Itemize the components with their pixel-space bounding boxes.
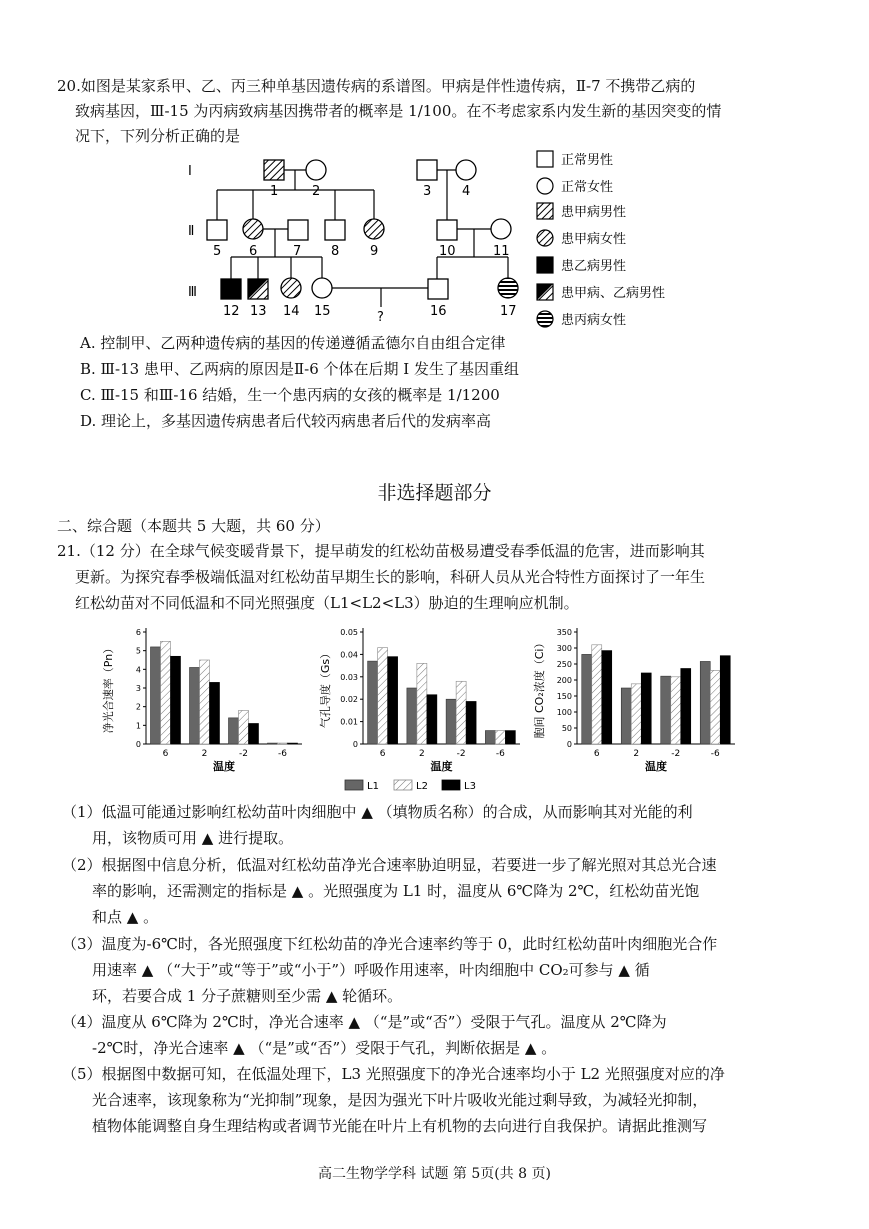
legend-normal-male-label: 正常男性: [561, 153, 614, 168]
q21-question-5-line-1: （5）根据图中数据可知，在低温处理下，L3 光照强度下的净光合速率均小于 L2 光照强度对应的净: [62, 1065, 725, 1083]
chart3-ytick-label: 200: [556, 676, 572, 685]
individual-1-affected-a-male: [264, 160, 284, 180]
individual-4-normal-female: [456, 160, 476, 180]
chart2-ytick-label: 0.03: [340, 672, 358, 682]
id-11: 11: [493, 244, 510, 259]
chart1-ytick-label: 4: [135, 665, 141, 675]
chart3-bar-L3--6: [720, 656, 730, 744]
chart1-ytick-label: 5: [135, 646, 141, 656]
chart3-bar-L1--6: [700, 661, 710, 744]
chart3-xtick-label: -2: [671, 749, 681, 759]
id-6: 6: [249, 244, 258, 259]
id-9: 9: [370, 244, 379, 259]
chart2-y-title: 气孔导度（Gs）: [319, 647, 332, 729]
legend-b-male-label: 患乙病男性: [561, 259, 627, 274]
chart1-ytick-label: 1: [135, 721, 141, 731]
q20-option-d: D. 理论上，多基因遗传病患者后代较丙病患者后代的发病率高: [80, 412, 492, 430]
chart2-x-title: 温度: [430, 760, 453, 773]
chart2-xtick-label: 2: [419, 749, 425, 759]
chart1-bar-L3-2: [210, 682, 220, 744]
chart1-bar-L2-2: [200, 660, 210, 744]
chart1-bar-L1-6: [151, 647, 161, 744]
id-16: 16: [430, 304, 447, 319]
chart3-ytick-label: 350: [556, 628, 572, 637]
q20-stem-line-3: 况下，下列分析正确的是: [75, 127, 241, 145]
legend-label-L1: L1: [367, 781, 379, 792]
chart1-xtick-label: 2: [201, 749, 208, 759]
chart2-xtick-label: -2: [456, 749, 466, 759]
chart2-bar-L3--2: [466, 701, 476, 744]
q21-question-3-line-3: 环，若要合成 1 分子蔗糖则至少需 ▲ 轮循环。: [92, 987, 403, 1005]
chart3-ytick-label: 100: [556, 708, 572, 717]
q21-question-1-line-1: （1）低温可能通过影响红松幼苗叶肉细胞中 ▲ （填物质名称）的合成，从而影响其对光能的利: [62, 803, 693, 821]
individual-11-normal-female: [491, 219, 511, 239]
legend-a-female-label: 患甲病女性: [561, 232, 627, 247]
q21-question-3-line-2: 用速率 ▲ （“大于”或“等于”或“小于”）呼吸作用速率，叶肉细胞中 CO₂可参与 ▲ 循: [92, 961, 650, 979]
id-15: 15: [314, 304, 331, 319]
legend-swatch-L3: [442, 780, 460, 790]
chart2-bar-L3-2: [427, 695, 437, 744]
gen-label-2: Ⅱ: [188, 224, 195, 239]
id-17: 17: [500, 304, 517, 319]
q21-intro-line-3: 红松幼苗对不同低温和不同光照强度（L1<L2<L3）胁迫的生理响应机制。: [75, 594, 579, 612]
part2-heading: 二、综合题（本题共 5 大题，共 60 分）: [57, 517, 330, 535]
legend-label-L2: L2: [416, 781, 428, 792]
legend-b-male-symbol: [537, 257, 553, 273]
individual-12-affected-b-male: [221, 279, 241, 299]
chart1-bar-L3-6: [171, 656, 181, 744]
chart2-bar-L2-6: [378, 648, 388, 744]
chart2-ytick-label: 0.05: [340, 628, 358, 637]
legend-a-male-symbol: [537, 203, 553, 219]
individual-5-normal-male: [207, 220, 227, 240]
legend-c-female-symbol: [537, 311, 553, 327]
legend-a-male-label: 患甲病男性: [561, 205, 627, 220]
chart2-bar-L2--2: [456, 681, 466, 744]
chart2-bar-L1--6: [485, 731, 495, 744]
individual-9-affected-a-female: [364, 219, 384, 239]
chart2-bar-L2--6: [495, 731, 505, 744]
chart1-bar-L2-6: [161, 641, 171, 744]
chart1-bar-L1--6: [268, 743, 278, 744]
chart1-ytick-label: 3: [135, 684, 141, 693]
chart3-y-title: 胞间 CO₂浓度（Ci）: [533, 637, 546, 739]
id-5: 5: [213, 244, 222, 259]
q21-question-5-line-3: 植物体能调整自身生理结构或者调节光能在叶片上有机物的去向进行自我保护。请据此推测写: [92, 1117, 708, 1135]
individual-8-normal-male: [325, 220, 345, 240]
id-2: 2: [312, 184, 321, 199]
q20-stem-line-2: 致病基因，Ⅲ-15 为丙病致病基因携带者的概率是 1/100。在不考虑家系内发生新的基因突变的情: [75, 102, 722, 120]
chart2-ytick-label: 0.01: [340, 717, 358, 727]
id-7: 7: [293, 244, 302, 259]
individual-17-affected-c-female: [498, 278, 518, 298]
id-13: 13: [250, 304, 267, 319]
chart1-bar-L1--2: [229, 718, 239, 744]
id-8: 8: [331, 244, 340, 259]
chart3-xtick-label: -6: [710, 749, 720, 759]
chart3-bar-L3-2: [641, 673, 651, 744]
pedigree-chart: [0, 145, 869, 335]
page-footer: 高二生物学学科 试题 第 5页(共 8 页): [318, 1166, 551, 1182]
legend-c-female-label: 患丙病女性: [561, 313, 627, 328]
individual-6-affected-a-female: [243, 219, 263, 239]
individual-16-normal-male: [428, 279, 448, 299]
chart2-bar-L2-2: [417, 663, 427, 744]
chart3-ytick-label: 150: [556, 692, 572, 701]
individual-14-affected-a-female: [281, 278, 301, 298]
chart3-bar-L2--6: [710, 670, 720, 744]
q21-intro-line-2: 更新。为探究春季极端低温对红松幼苗早期生长的影响，科研人员从光合特性方面探讨了一年生: [75, 568, 706, 586]
gen-label-3: Ⅲ: [188, 285, 197, 300]
legend-normal-female-label: 正常女性: [561, 180, 614, 195]
chart1-ytick-label: 2: [135, 702, 141, 712]
chart1-ytick-label: 0: [135, 740, 141, 749]
chart3-bar-L3--2: [681, 668, 691, 744]
id-4: 4: [462, 184, 471, 199]
legend-ab-male-symbol: [537, 284, 553, 300]
legend-normal-female-symbol: [537, 178, 553, 194]
legend-swatch-L1: [345, 780, 363, 790]
chart3-bar-L2-6: [592, 645, 602, 744]
section-title: 非选择题部分: [377, 482, 492, 504]
individual-3-normal-male: [417, 160, 437, 180]
chart2-bar-L1--2: [446, 699, 456, 744]
id-14: 14: [283, 304, 300, 319]
chart3-xtick-label: 6: [593, 749, 600, 759]
chart2-ytick-label: 0: [352, 740, 358, 749]
individual-13-affected-ab-male: [248, 279, 268, 299]
chart3-bar-L1-6: [582, 654, 592, 744]
legend-label-L3: L3: [464, 781, 476, 792]
q21-question-4-line-1: （4）温度从 6℃降为 2℃时，净光合速率 ▲ （“是”或“否”）受限于气孔。温度从 2℃降为: [62, 1013, 667, 1031]
chart1-bar-L2--2: [239, 710, 249, 744]
chart3-bar-L1--2: [661, 676, 671, 744]
chart3-ytick-label: 250: [556, 660, 572, 669]
id-3: 3: [423, 184, 432, 199]
chart1-bar-L3--2: [249, 723, 259, 744]
chart3-ytick-label: 300: [556, 644, 572, 653]
legend-swatch-L2: [394, 780, 412, 790]
chart1-bar-L2--6: [278, 743, 288, 744]
id-1: 1: [270, 184, 279, 199]
individual-10-normal-male: [437, 220, 457, 240]
chart3-x-title: 温度: [645, 760, 667, 773]
q20-option-c: C. Ⅲ-15 和Ⅲ-16 结婚，生一个患丙病的女孩的概率是 1/1200: [80, 386, 500, 404]
legend-ab-male-label: 患甲病、乙病男性: [561, 286, 666, 301]
legend-normal-male-symbol: [537, 151, 553, 167]
chart1-y-title: 净光合速率（Pn）: [102, 642, 115, 734]
id-10: 10: [439, 244, 456, 259]
chart1-xtick-label: -6: [278, 749, 287, 759]
question-mark: ?: [377, 310, 384, 325]
q20-stem-line-1: 20.如图是某家系甲、乙、丙三种单基因遗传病的系谱图。甲病是伴性遗传病，Ⅱ-7 不携带乙病的: [57, 77, 696, 95]
chart3-bar-L2--2: [671, 677, 681, 744]
charts-figure: [0, 620, 869, 800]
chart2-bar-L1-2: [407, 688, 417, 744]
chart3-ytick-label: 50: [561, 724, 572, 733]
chart2-bar-L1-6: [368, 661, 378, 744]
chart3-bar-L1-2: [621, 688, 631, 744]
q20-option-a: A. 控制甲、乙两种遗传病的基因的传递遵循孟德尔自由组合定律: [80, 334, 506, 352]
gen-label-1: Ⅰ: [188, 164, 192, 179]
q21-question-1-line-2: 用，该物质可用 ▲ 进行提取。: [92, 829, 294, 847]
q21-question-2-line-1: （2）根据图中信息分析，低温对红松幼苗净光合速率胁迫明显，若要进一步了解光照对其总光合速: [62, 856, 717, 874]
individual-2-normal-female: [306, 160, 326, 180]
legend-a-female-symbol: [537, 230, 553, 246]
chart3-ytick-label: 0: [566, 740, 572, 749]
individual-15-normal-female: [312, 278, 332, 298]
chart3-bar-L3-6: [602, 651, 612, 744]
chart1-x-title: 温度: [213, 760, 235, 773]
q21-question-3-line-1: （3）温度为-6℃时，各光照强度下红松幼苗的净光合速率约等于 0，此时红松幼苗叶肉细胞光合作: [62, 935, 718, 953]
chart2-xtick-label: -6: [495, 749, 505, 759]
q21-question-2-line-3: 和点 ▲ 。: [92, 908, 159, 926]
chart1-xtick-label: -2: [239, 749, 248, 759]
q21-question-5-line-2: 光合速率，该现象称为“光抑制”现象，是因为强光下叶片吸收光能过剩导致，为减轻光抑制，: [92, 1091, 708, 1109]
q21-intro-line-1: 21.（12 分）在全球气候变暖背景下，提早萌发的红松幼苗极易遭受春季低温的危害，进而影响其: [57, 542, 705, 560]
chart3-xtick-label: 2: [633, 749, 640, 759]
q21-question-4-line-2: -2℃时，净光合速率 ▲ （“是”或“否”）受限于气孔，判断依据是 ▲ 。: [92, 1039, 557, 1057]
chart2-ytick-label: 0.02: [340, 695, 358, 705]
chart2-bar-L3--6: [505, 731, 515, 744]
chart2-xtick-label: 6: [379, 749, 386, 759]
q21-question-2-line-2: 率的影响，还需测定的指标是 ▲ 。光照强度为 L1 时，温度从 6℃降为 2℃，红松幼苗光饱: [92, 882, 700, 900]
chart1-bar-L1-2: [190, 667, 200, 744]
chart2-ytick-label: 0.04: [340, 650, 358, 660]
chart1-bar-L3--6: [288, 743, 298, 744]
individual-7-normal-male: [288, 220, 308, 240]
q20-option-b: B. Ⅲ-13 患甲、乙两病的原因是Ⅱ-6 个体在后期 I 发生了基因重组: [80, 360, 519, 378]
chart1-ytick-label: 6: [135, 628, 141, 637]
chart3-bar-L2-2: [631, 684, 641, 744]
chart2-bar-L3-6: [388, 657, 398, 744]
id-12: 12: [223, 304, 240, 319]
chart1-xtick-label: 6: [162, 749, 169, 759]
